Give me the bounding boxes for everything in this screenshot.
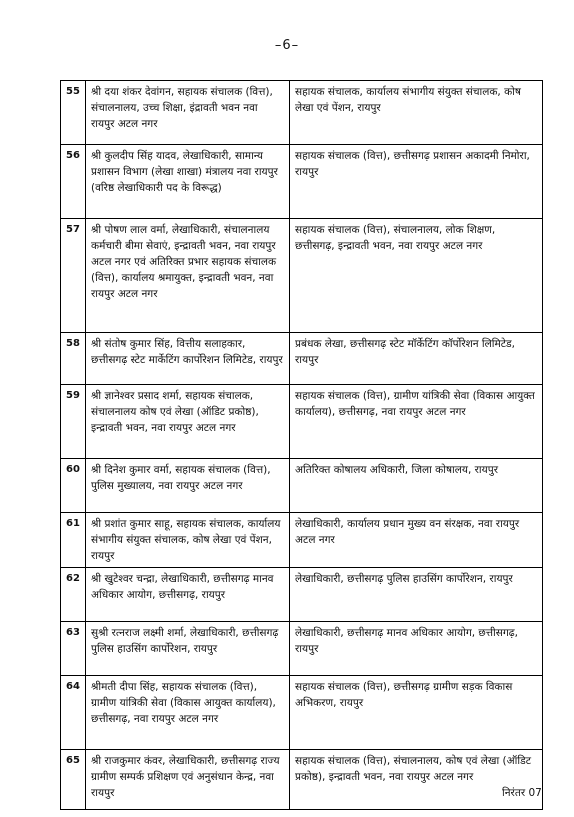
page-number: –6– [274, 38, 300, 53]
serial-number: 64 [61, 676, 86, 750]
table-row [61, 459, 543, 513]
new-posting: सहायक संचालक, कार्यालय संभागीय संयुक्त संचालक, कोष लेखा एवं पेंशन, रायपुर [290, 81, 543, 145]
serial-number: 63 [61, 622, 86, 676]
new-posting: प्रबंधक लेखा, छत्तीसगढ़ स्टेट मॉर्केटिंग कॉर्पोरेशन लिमिटेड, रायपुर [290, 333, 543, 385]
new-posting: सहायक संचालक (वित्त), संचालनालय, लोक शिक्षण, छत्तीसगढ़, इन्द्रावती भवन, नवा रायपुर अटल नगर [290, 219, 543, 333]
table-row [61, 145, 543, 219]
table-row [61, 622, 543, 676]
serial-number: 55 [61, 81, 86, 145]
current-posting: श्री दया शंकर देवांगन, सहायक संचालक (वित्त), संचालनालय, उच्च शिक्षा, इंद्रावती भवन नवा रायपुर अटल नगर [86, 81, 290, 145]
serial-number: 57 [61, 219, 86, 333]
new-posting: लेखाधिकारी, छत्तीसगढ़ पुलिस हाउसिंग कार्पोरेशन, रायपुर [290, 568, 543, 622]
table-row [61, 568, 543, 622]
table-row [61, 219, 543, 333]
transfer-table [60, 80, 543, 810]
new-posting: सहायक संचालक (वित्त), छत्तीसगढ़ प्रशासन अकादमी निमोरा, रायपुर [290, 145, 543, 219]
current-posting: श्री राजकुमार कंवर, लेखाधिकारी, छत्तीसगढ़ राज्य ग्रामीण सम्पर्क प्रशिक्षण एवं अनुसंधान केन्द्र, नवा रायपुर [86, 750, 290, 810]
new-posting: सहायक संचालक (वित्त), छत्तीसगढ़ ग्रामीण सड़क विकास अभिकरण, रायपुर [290, 676, 543, 750]
table-row [61, 385, 543, 459]
current-posting: श्री पोषण लाल वर्मा, लेखाधिकारी, संचालनालय कर्मचारी बीमा सेवाएं, इन्द्रावती भवन, नवा रायपुर अटल नगर एवं अतिरिक्त प्रभार सहायक संचालक (वित्त), कार्यालय श्रमायुक्त, इन्द्रावती भवन, नवा रायपुर अटल नगर [86, 219, 290, 333]
table-row [61, 81, 543, 145]
serial-number: 61 [61, 513, 86, 568]
table-row [61, 676, 543, 750]
current-posting: श्री ज्ञानेश्वर प्रसाद शर्मा, सहायक संचालक, संचालनालय कोष एवं लेखा (ऑडिट प्रकोष्ठ), इन्द्रावती भवन, नवा रायपुर अटल नगर [86, 385, 290, 459]
current-posting: श्री दिनेश कुमार वर्मा, सहायक संचालक (वित्त), पुलिस मुख्यालय, नवा रायपुर अटल नगर [86, 459, 290, 513]
new-posting: सहायक संचालक (वित्त), ग्रामीण यांत्रिकी सेवा (विकास आयुक्त कार्यालय), छत्तीसगढ़, नवा रायपुर अटल नगर [290, 385, 543, 459]
current-posting: सुश्री रत्नराज लक्ष्मी शर्मा, लेखाधिकारी, छत्तीसगढ़ पुलिस हाउसिंग कार्पोरेशन, रायपुर [86, 622, 290, 676]
continued-note: निरंतर 07 [502, 787, 542, 799]
new-posting: अतिरिक्त कोषालय अधिकारी, जिला कोषालय, रायपुर [290, 459, 543, 513]
new-posting: लेखाधिकारी, छत्तीसगढ़ मानव अधिकार आयोग, छत्तीसगढ़, रायपुर [290, 622, 543, 676]
table-row [61, 513, 543, 568]
serial-number: 62 [61, 568, 86, 622]
table-row [61, 333, 543, 385]
serial-number: 59 [61, 385, 86, 459]
current-posting: श्री कुलदीप सिंह यादव, लेखाधिकारी, सामान्य प्रशासन विभाग (लेखा शाखा) मंत्रालय नवा रायपुर (वरिष्ठ लेखाधिकारी पद के विरूद्ध) [86, 145, 290, 219]
serial-number: 56 [61, 145, 86, 219]
table-row [61, 750, 543, 810]
current-posting: श्री संतोष कुमार सिंह, वित्तीय सलाहकार, छत्तीसगढ़ स्टेट मार्केटिंग कार्पोरेशन लिमिटेड, रायपुर [86, 333, 290, 385]
new-posting: सहायक संचालक (वित्त), संचालनालय, कोष एवं लेखा (ऑडिट प्रकोष्ठ), इन्द्रावती भवन, नवा रायपुर अटल नगर [290, 750, 543, 810]
current-posting: श्री खुटेश्वर चन्द्रा, लेखाधिकारी, छत्तीसगढ़ मानव अधिकार आयोग, छत्तीसगढ़, रायपुर [86, 568, 290, 622]
new-posting: लेखाधिकारी, कार्यालय प्रधान मुख्य वन संरक्षक, नवा रायपुर अटल नगर [290, 513, 543, 568]
current-posting: श्रीमती दीपा सिंह, सहायक संचालक (वित्त), ग्रामीण यांत्रिकी सेवा (विकास आयुक्त कार्यालय), छत्तीसगढ़, नवा रायपुर अटल नगर [86, 676, 290, 750]
serial-number: 58 [61, 333, 86, 385]
current-posting: श्री प्रशांत कुमार साहू, सहायक संचालक, कार्यालय संभागीय संयुक्त संचालक, कोष लेखा एवं पेंशन, रायपुर [86, 513, 290, 568]
serial-number: 60 [61, 459, 86, 513]
serial-number: 65 [61, 750, 86, 810]
